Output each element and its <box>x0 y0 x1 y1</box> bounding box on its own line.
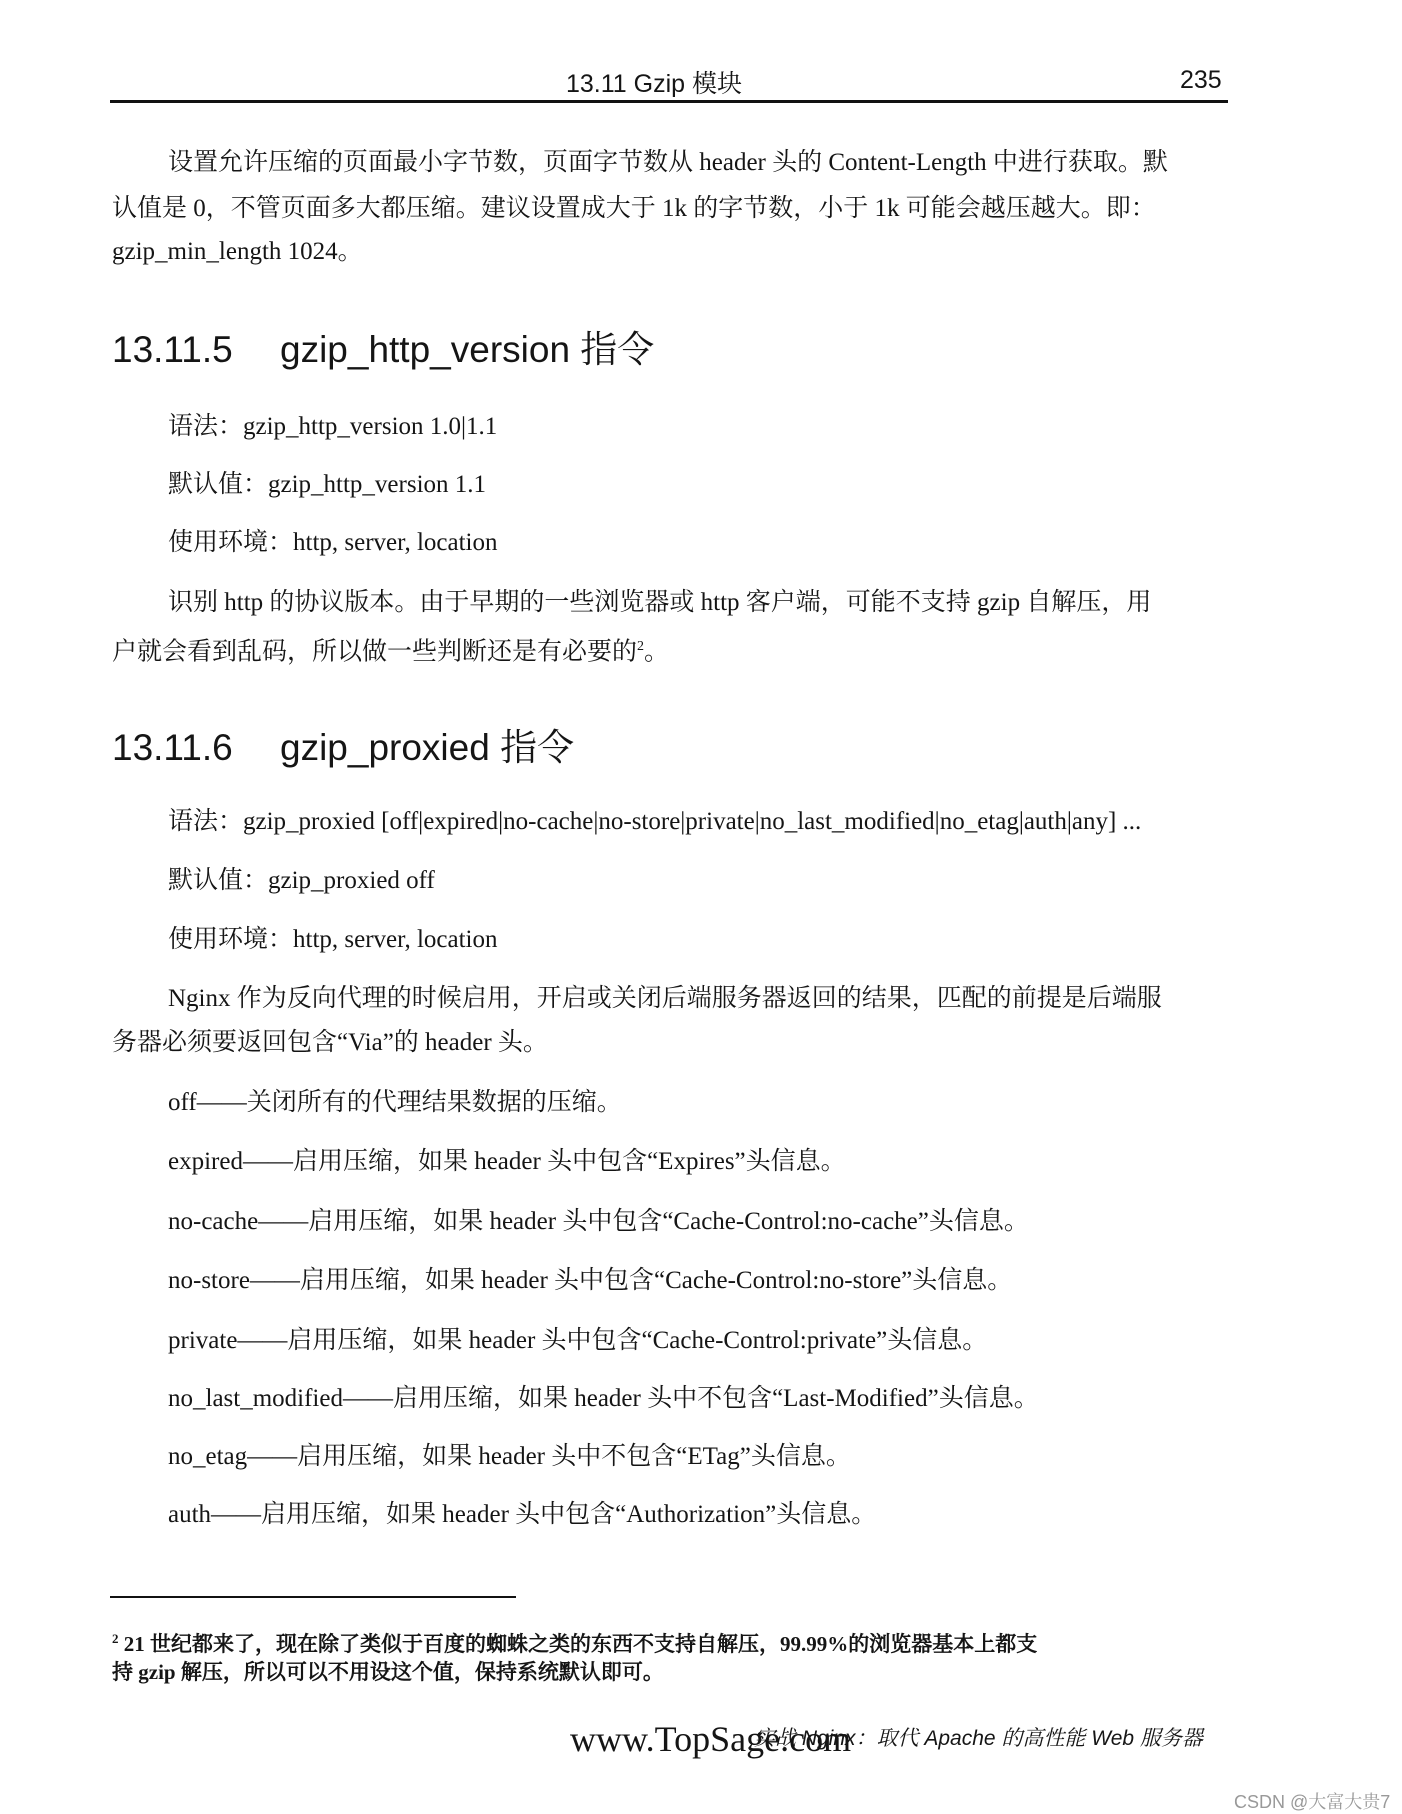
csdn-watermark: CSDN @大富大贵7 <box>1234 1792 1391 1812</box>
footnote-text: 21 世纪都来了，现在除了类似于百度的蜘蛛之类的东西不支持自解压，99.99%的浏览器基本上都支 <box>123 1632 1038 1656</box>
default-line: 默认值：gzip_proxied off <box>168 867 435 894</box>
footnote-line <box>112 1628 1037 1655</box>
footnote-ref[interactable]: 2 <box>637 639 645 654</box>
section-heading <box>112 330 654 370</box>
section-title: gzip_proxied 指令 <box>280 727 575 768</box>
footnote-line: 持 gzip 解压，所以可以不用设这个值，保持系统默认即可。 <box>112 1660 664 1684</box>
running-header: 13.11 Gzip 模块 <box>566 70 743 98</box>
description-line: 务器必须要返回包含“Via”的 header 头。 <box>112 1029 548 1056</box>
footnote-marker: 2 <box>112 1631 119 1646</box>
header-rule <box>110 100 1228 103</box>
option-no-store: no-store——启用压缩，如果 header 头中包含“Cache-Control:no-store”头信息。 <box>168 1267 1013 1294</box>
watermark: www.TopSage.com <box>570 1719 852 1759</box>
context-line: 使用环境：http, server, location <box>168 926 498 953</box>
intro-line: 认值是 0，不管页面多大都压缩。建议设置成大于 1k 的字节数，小于 1k 可能会越压越大。即： <box>112 195 1156 222</box>
description-line: Nginx 作为反向代理的时候启用，开启或关闭后端服务器返回的结果，匹配的前提是后端服 <box>168 985 1162 1012</box>
book-title-footer: 实战 Nginx：取代 Apache 的高性能 Web 服务器 <box>754 1727 1203 1750</box>
option-expired: expired——启用压缩，如果 header 头中包含“Expires”头信息。 <box>168 1148 846 1175</box>
intro-line: 设置允许压缩的页面最小字节数，页面字节数从 header 头的 Content-Length 中进行获取。默 <box>168 149 1168 176</box>
page-number: 235 <box>1180 66 1222 94</box>
footnote-rule <box>110 1596 516 1598</box>
description-line: 识别 http 的协议版本。由于早期的一些浏览器或 http 客户端，可能不支持 gzip 自解压，用 <box>168 589 1152 616</box>
syntax-line: 语法：gzip_http_version 1.0|1.1 <box>168 413 498 440</box>
default-line: 默认值：gzip_http_version 1.1 <box>168 471 487 498</box>
context-line: 使用环境：http, server, location <box>168 529 498 556</box>
description-text: 户就会看到乱码，所以做一些判断还是有必要的 <box>112 638 638 666</box>
section-heading <box>112 728 574 768</box>
option-private: private——启用压缩，如果 header 头中包含“Cache-Control:private”头信息。 <box>168 1327 988 1354</box>
section-title: gzip_http_version 指令 <box>280 329 655 370</box>
description-line <box>112 634 669 664</box>
syntax-line: 语法：gzip_proxied [off|expired|no-cache|no-store|private|no_last_modified|no_etag|auth|any] ... <box>168 808 1142 835</box>
intro-line: gzip_min_length 1024。 <box>112 238 363 265</box>
option-no-etag: no_etag——启用压缩，如果 header 头中不包含“ETag”头信息。 <box>168 1443 851 1470</box>
option-no-cache: no-cache——启用压缩，如果 header 头中包含“Cache-Control:no-cache”头信息。 <box>168 1208 1029 1235</box>
section-number: 13.11.6 <box>112 727 233 768</box>
option-no-last-modified: no_last_modified——启用压缩，如果 header 头中不包含“Last-Modified”头信息。 <box>168 1385 1039 1412</box>
option-auth: auth——启用压缩，如果 header 头中包含“Authorization”头信息。 <box>168 1501 877 1528</box>
option-off: off——关闭所有的代理结果数据的压缩。 <box>168 1089 622 1116</box>
period: 。 <box>644 638 670 666</box>
section-number: 13.11.5 <box>112 329 233 370</box>
